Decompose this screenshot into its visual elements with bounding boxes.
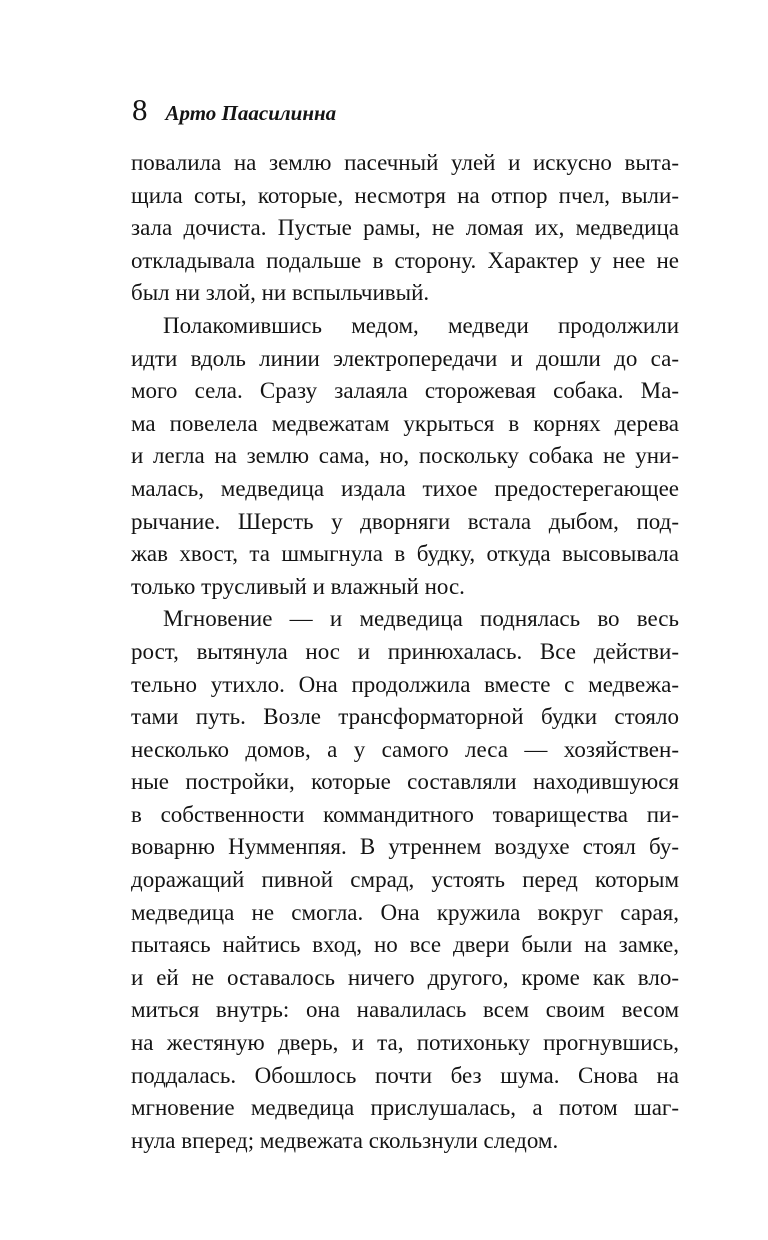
page-number: 8 [132, 92, 148, 127]
text-line: ма повелела медвежатам укрыться в корнях дерева [131, 410, 679, 436]
text-line: тельно утихло. Она продолжила вместе с медвежа- [131, 671, 679, 697]
text-line: зала дочиста. Пустые рамы, не ломая их, медведица [131, 215, 679, 241]
text-line: был ни злой, ни вспыльчивый. [131, 280, 430, 306]
paragraph-3 [131, 603, 679, 1157]
text-line: рычание. Шерсть у дворняги встала дыбом, под- [131, 508, 679, 534]
text-line: несколько домов, а у самого леса — хозяйствен- [131, 736, 679, 762]
text-line: на жестяную дверь, и та, потихоньку прогнувшись, [131, 1030, 679, 1056]
text-line: миться внутрь: она навалилась всем своим весом [131, 997, 679, 1023]
text-line: в собственности коммандитного товарищества пи- [131, 801, 679, 827]
running-header [132, 92, 336, 132]
text-line: и ей не оставалось ничего другого, кроме как вло- [131, 964, 679, 990]
text-line: Полакомившись медом, медведи продолжили [163, 312, 679, 338]
text-line: пытаясь найтись вход, но все двери были на замке, [131, 932, 679, 958]
text-line: Мгновение — и медведица поднялась во весь [163, 606, 679, 632]
text-line: поддалась. Обошлось почти без шума. Снова на [131, 1062, 679, 1088]
body-text [131, 147, 679, 1157]
text-line: рост, вытянула нос и принюхалась. Все действи- [131, 638, 679, 664]
text-line: медведица не смогла. Она кружила вокруг сарая, [131, 899, 679, 925]
text-line: идти вдоль линии электропередачи и дошли до са- [131, 345, 679, 371]
text-line: нула вперед; медвежата скользнули следом. [131, 1127, 559, 1153]
running-header-author: Арто Паасилинна [165, 101, 337, 125]
text-line: малась, медведица издала тихое предостерегающее [131, 475, 679, 501]
text-line: повалила на землю пасечный улей и искусно выта- [131, 150, 679, 175]
text-line: ные постройки, которые составляли находившуюся [131, 769, 679, 795]
paragraph-2 [131, 310, 679, 603]
text-line: и легла на землю сама, но, поскольку собака не уни- [131, 443, 679, 469]
text-line: мгновение медведица прислушалась, а потом шаг- [131, 1095, 679, 1121]
text-line: воварню Нумменпяя. В утреннем воздухе стоял бу- [131, 834, 679, 860]
text-line: тами путь. Возле трансформаторной будки стояло [131, 704, 679, 730]
paragraph-1 [131, 147, 679, 310]
text-line: только трусливый и влажный нос. [131, 573, 465, 599]
text-line: щила соты, которые, несмотря на отпор пчел, выли- [131, 182, 679, 208]
text-line: мого села. Сразу залаяла сторожевая собака. Ма- [131, 378, 679, 404]
text-line: откладывала подальше в сторону. Характер у нее не [131, 247, 679, 273]
text-line: жав хвост, та шмыгнула в будку, откуда высовывала [131, 541, 679, 567]
text-line: доражащий пивной смрад, устоять перед которым [131, 867, 679, 893]
